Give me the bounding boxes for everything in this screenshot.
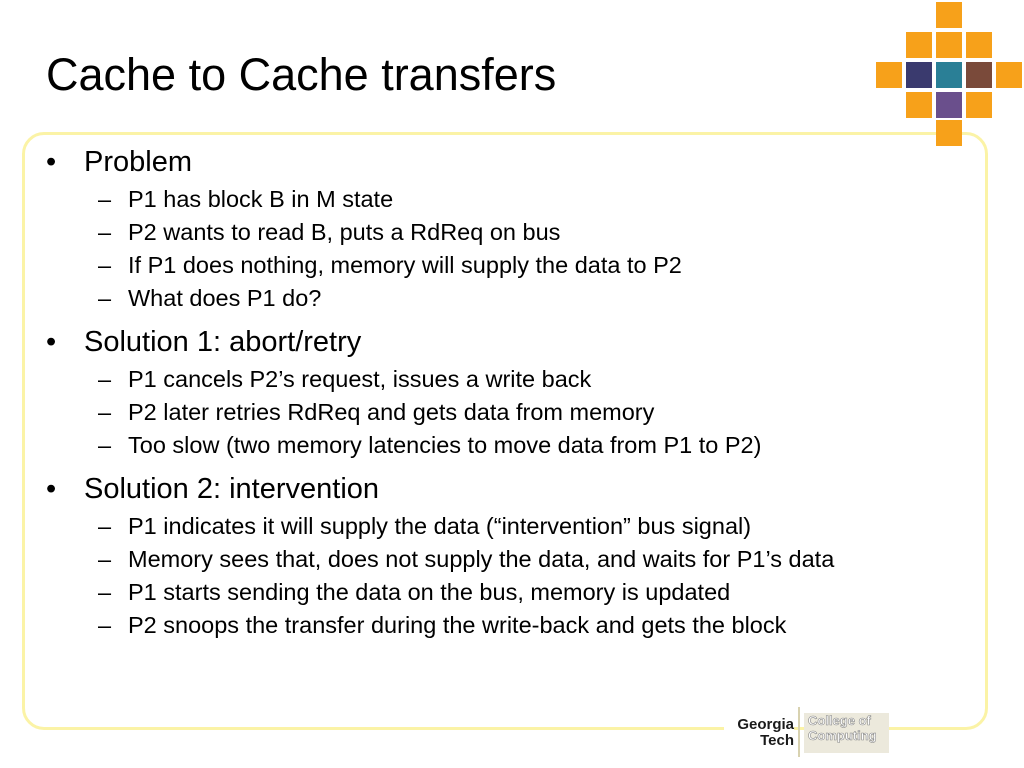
- mosaic-tile: [906, 92, 932, 118]
- dash-icon: –: [98, 252, 112, 278]
- dash-icon: –: [98, 513, 112, 539]
- logo-line1: Georgia: [737, 716, 794, 733]
- dash-icon: –: [98, 366, 112, 392]
- mosaic-tile: [936, 92, 962, 118]
- sub-bullet-text: Too slow (two memory latencies to move data from P1 to P2): [128, 432, 762, 458]
- logo-cc-line2: Computing: [808, 728, 877, 743]
- mosaic-tile: [966, 62, 992, 88]
- mosaic-logo-icon: [876, 2, 1024, 147]
- dash-icon: –: [98, 219, 112, 245]
- logo-divider: [798, 707, 800, 757]
- georgia-tech-logo: [724, 707, 889, 757]
- bullet-icon: •: [46, 473, 57, 505]
- bullet-item: [46, 471, 966, 507]
- bullet-icon: •: [46, 326, 57, 358]
- sub-bullet-item: [46, 612, 966, 639]
- mosaic-tile: [936, 2, 962, 28]
- sub-bullet-text: P1 cancels P2’s request, issues a write back: [128, 366, 592, 392]
- mosaic-tile: [936, 62, 962, 88]
- logo-cc-line1: College of: [808, 713, 871, 728]
- bullet-heading: Solution 2: intervention: [84, 473, 380, 505]
- college-of-computing-wordmark: [804, 713, 889, 753]
- sub-bullet-item: [46, 285, 966, 312]
- sub-bullet-text: P1 has block B in M state: [128, 186, 394, 212]
- georgia-tech-wordmark: [724, 707, 794, 757]
- dash-icon: –: [98, 432, 112, 458]
- sub-bullet-item: [46, 252, 966, 279]
- dash-icon: –: [98, 612, 112, 638]
- sub-bullet-item: [46, 219, 966, 246]
- sub-bullet-text: P2 snoops the transfer during the write-back and gets the block: [128, 612, 787, 638]
- sub-bullet-text: P2 wants to read B, puts a RdReq on bus: [128, 219, 561, 245]
- mosaic-tile: [876, 62, 902, 88]
- mosaic-tile: [966, 32, 992, 58]
- sub-bullet-text: What does P1 do?: [128, 285, 322, 311]
- bullet-heading: Solution 1: abort/retry: [84, 326, 362, 358]
- mosaic-tile: [936, 120, 962, 146]
- mosaic-tile: [906, 62, 932, 88]
- dash-icon: –: [98, 546, 112, 572]
- logo-line2: Tech: [760, 732, 794, 749]
- sub-bullet-text: Memory sees that, does not supply the data, and waits for P1’s data: [128, 546, 835, 572]
- sub-bullet-text: P1 indicates it will supply the data (“intervention” bus signal): [128, 513, 752, 539]
- mosaic-tile: [996, 62, 1022, 88]
- dash-icon: –: [98, 579, 112, 605]
- sub-bullet-item: [46, 366, 966, 393]
- bullet-item: [46, 324, 966, 360]
- sub-bullet-item: [46, 432, 966, 459]
- dash-icon: –: [98, 285, 112, 311]
- mosaic-tile: [906, 32, 932, 58]
- mosaic-tile: [936, 32, 962, 58]
- sub-bullet-text: P2 later retries RdReq and gets data from memory: [128, 399, 655, 425]
- bullet-item: [46, 144, 966, 180]
- dash-icon: –: [98, 186, 112, 212]
- bullet-icon: •: [46, 146, 57, 178]
- mosaic-tile: [966, 92, 992, 118]
- bullet-list: [46, 144, 966, 639]
- sub-bullet-text: If P1 does nothing, memory will supply the data to P2: [128, 252, 682, 278]
- sub-bullet-text: P1 starts sending the data on the bus, memory is updated: [128, 579, 731, 605]
- sub-bullet-item: [46, 186, 966, 213]
- sub-bullet-item: [46, 579, 966, 606]
- bullet-heading: Problem: [84, 146, 192, 178]
- sub-bullet-item: [46, 399, 966, 426]
- sub-bullet-item: [46, 546, 966, 573]
- sub-bullet-item: [46, 513, 966, 540]
- dash-icon: –: [98, 399, 112, 425]
- slide-title: Cache to Cache transfers: [46, 49, 557, 100]
